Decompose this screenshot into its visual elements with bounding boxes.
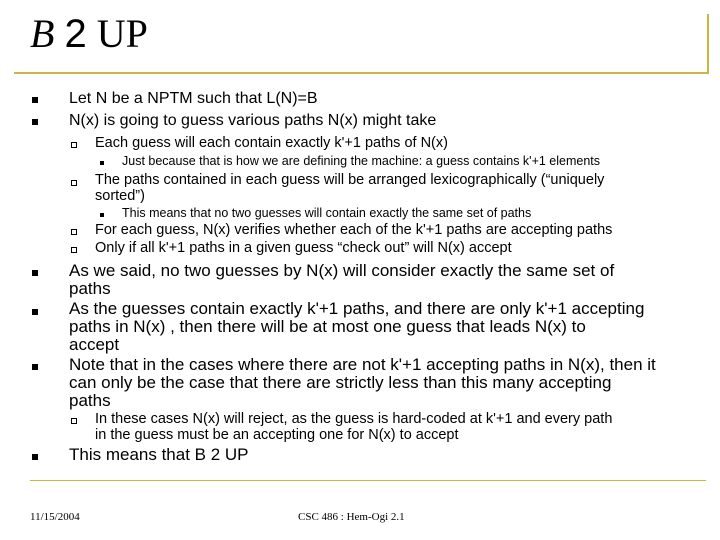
bullet-icon <box>32 454 38 460</box>
title-rule <box>14 72 708 74</box>
bullet-note-2: can only be the case that there are strictly less than this many accepting <box>69 373 612 392</box>
bullet-let: Let N be a NPTM such that L(N)=B <box>69 90 318 107</box>
sub-bullet-sorted-2: sorted”) <box>95 188 145 204</box>
sub-sub-bullet-icon <box>100 213 104 217</box>
sub-sub-bullet-icon <box>100 161 104 165</box>
bullet-icon <box>32 119 38 125</box>
bullet-conclusion: This means that B 2 UP <box>69 445 249 464</box>
bullet-note-1: Note that in the cases where there are not k'+1 accepting paths in N(x), then it <box>69 355 656 374</box>
bullet-atmost-1: As the guesses contain exactly k'+1 paths, and there are only k'+1 accepting <box>69 299 645 318</box>
sub-bullet-checkout: Only if all k'+1 paths in a given guess “check out” will N(x) accept <box>95 240 512 256</box>
sub-bullet-icon <box>71 229 77 235</box>
title-rest: UP <box>96 11 148 56</box>
sub-bullet-icon <box>71 180 77 186</box>
title-number: 2 <box>64 12 87 56</box>
sub-sub-bullet-nosame: This means that no two guesses will contain exactly the same set of paths <box>122 206 532 220</box>
title-symbol: B <box>30 11 55 56</box>
bullet-atmost-2: paths in N(x) , then there will be at most one guess that leads N(x) to <box>69 317 586 336</box>
sub-bullet-icon <box>71 142 77 148</box>
sub-bullet-icon <box>71 418 77 424</box>
sub-bullet-sorted-1: The paths contained in each guess will be arranged lexicographically (“uniquely <box>95 172 605 188</box>
bullet-atmost-3: accept <box>69 335 120 354</box>
bullet-icon <box>32 309 38 315</box>
bullet-icon <box>32 97 38 103</box>
sub-bullet-verify: For each guess, N(x) verifies whether each of the k'+1 paths are accepting paths <box>95 222 613 238</box>
bullet-nosame-2: paths <box>69 279 111 298</box>
bullet-note-3: paths <box>69 391 111 410</box>
bullet-icon <box>32 270 38 276</box>
sub-sub-bullet-define: Just because that is how we are defining the machine: a guess contains k'+1 elements <box>122 154 601 168</box>
footer-date: 11/15/2004 <box>30 511 80 523</box>
sub-bullet-icon <box>71 247 77 253</box>
title-rule-vertical <box>707 14 709 74</box>
bullet-icon <box>32 364 38 370</box>
sub-bullet-reject-1: In these cases N(x) will reject, as the guess is hard-coded at k'+1 and every path <box>95 411 613 427</box>
footer-course: CSC 486 : Hem-Ogi 2.1 <box>298 511 405 523</box>
bullet-nosame-1: As we said, no two guesses by N(x) will consider exactly the same set of <box>69 261 615 280</box>
sub-bullet-contain: Each guess will each contain exactly k'+1 paths of N(x) <box>95 135 448 151</box>
footer-rule <box>30 480 706 481</box>
bullet-guess: N(x) is going to guess various paths N(x) might take <box>69 112 437 129</box>
sub-bullet-reject-2: in the guess must be an accepting one for N(x) to accept <box>95 427 459 443</box>
slide-title <box>30 11 148 56</box>
